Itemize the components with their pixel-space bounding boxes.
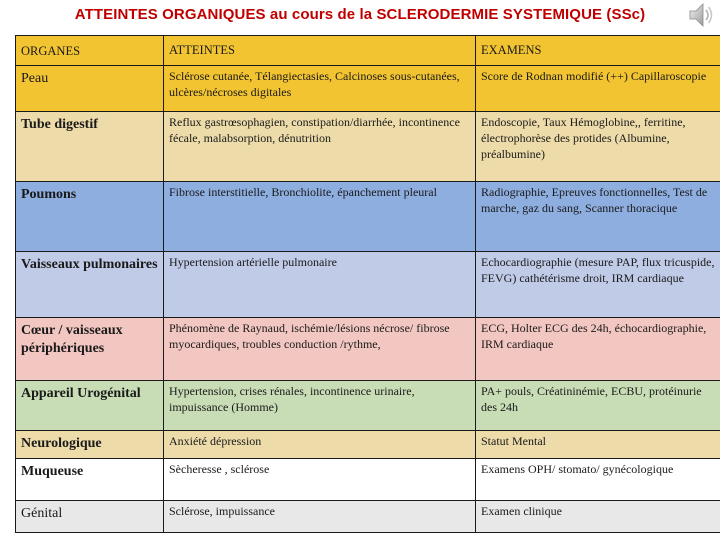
examens-cell: Statut Mental [476, 431, 720, 459]
examens-cell: Radiographie, Epreuves fonctionnelles, Test de marche, gaz du sang, Scanner thoracique [476, 182, 720, 252]
examens-cell: Score de Rodnan modifié (++) Capillaroscopie [476, 66, 720, 112]
atteintes-cell: Phénomène de Raynaud, ischémie/lésions nécrose/ fibrose myocardiques, troubles conduction /rythme, [164, 318, 476, 381]
organ-cell: Génital [16, 501, 164, 533]
page-title: ATTEINTES ORGANIQUES au cours de la SCLERODERMIE SYSTEMIQUE (SSc) [74, 6, 646, 23]
table-row [16, 318, 720, 381]
organ-cell: Poumons [16, 182, 164, 252]
organ-cell: Appareil Urogénital [16, 381, 164, 431]
atteintes-cell: Sclérose, impuissance [164, 501, 476, 533]
table-row [16, 182, 720, 252]
organ-cell: Muqueuse [16, 459, 164, 501]
atteintes-cell: Hypertension artérielle pulmonaire [164, 252, 476, 318]
organ-table [15, 35, 720, 533]
examens-cell: Endoscopie, Taux Hémoglobine,, ferritine, électrophorèse des protides (Albumine, préalbumine) [476, 112, 720, 182]
table-row [16, 112, 720, 182]
table-row [16, 501, 720, 533]
header-atteintes: ATTEINTES [164, 36, 476, 66]
organ-cell: Vaisseaux pulmonaires [16, 252, 164, 318]
organ-cell: Peau [16, 66, 164, 112]
atteintes-cell: Anxiété dépression [164, 431, 476, 459]
examens-cell: Echocardiographie (mesure PAP, flux tricuspide, FEVG) cathétérisme droit, IRM cardiaque [476, 252, 720, 318]
organ-cell: Tube digestif [16, 112, 164, 182]
atteintes-cell: Sècheresse , sclérose [164, 459, 476, 501]
atteintes-cell: Sclérose cutanée, Télangiectasies, Calcinoses sous-cutanées, ulcères/nécroses digitales [164, 66, 476, 112]
atteintes-cell: Fibrose interstitielle, Bronchiolite, épanchement pleural [164, 182, 476, 252]
atteintes-cell: Hypertension, crises rénales, incontinence urinaire, impuissance (Homme) [164, 381, 476, 431]
table-row [16, 252, 720, 318]
examens-cell: Examen clinique [476, 501, 720, 533]
table-row [16, 431, 720, 459]
table-row [16, 459, 720, 501]
examens-cell: ECG, Holter ECG des 24h, échocardiographie, IRM cardiaque [476, 318, 720, 381]
header-examens: EXAMENS [476, 36, 720, 66]
table-row [16, 66, 720, 112]
examens-cell: Examens OPH/ stomato/ gynécologique [476, 459, 720, 501]
header-organes: ORGANES [16, 36, 164, 66]
table-row [16, 381, 720, 431]
examens-cell: PA+ pouls, Créatininémie, ECBU, protéinurie des 24h [476, 381, 720, 431]
organ-cell: Neurologique [16, 431, 164, 459]
organ-cell: Cœur / vaisseaux périphériques [16, 318, 164, 381]
speaker-icon[interactable] [686, 0, 716, 30]
table-header-row [16, 36, 720, 66]
atteintes-cell: Reflux gastrœsophagien, constipation/diarrhée, incontinence fécale, malabsorption, dénutrition [164, 112, 476, 182]
